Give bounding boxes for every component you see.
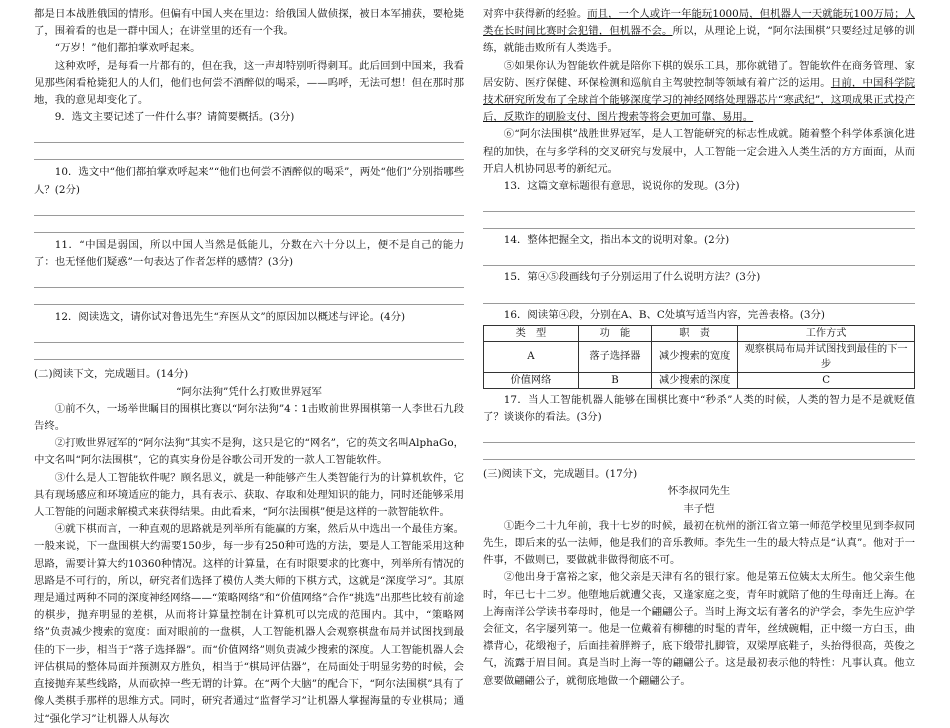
answer-table xyxy=(483,325,915,389)
table-header: 功 能 xyxy=(578,325,651,341)
article-title: 怀李叔同先生 xyxy=(667,485,731,498)
answer-line[interactable] xyxy=(483,212,915,229)
answer-line[interactable] xyxy=(483,195,915,212)
passage-paragraph: 都是日本战胜俄国的情形。但偏有中国人夹在里边：给俄国人做侦探，被日本军捕获，要枪毙了，围着看的也是一群中国人；在讲堂里的还有一个我。 xyxy=(34,8,464,38)
question-11: 11．“中国是弱国，所以中国人当然是低能儿，分数在六十分以上，便不是自己的能力了：也无怪他们疑惑”一句表达了作者怎样的感情？(3分) xyxy=(34,238,464,269)
article-text: ⑤如果你认为智能软件就是陪你下棋的娱乐工具，那你就错了。智能软件在商务管理、家居安防、医疗保健、环保检测和巡航自主驾驶控制等领域有着广泛的运用。 xyxy=(483,59,915,89)
passage-paragraph: 这种欢呼，是每看一片都有的，但在我，这一声却特别听得刺耳。此后回到中国来，我看见那些闲看枪毙犯人的人们，他们也何尝不酒醉似的喝采，——呜呼，无法可想！但在那时那地，我的意见却变化了。 xyxy=(34,59,464,107)
left-column xyxy=(34,6,464,728)
article-paragraph: ①前不久，一场举世瞩目的围棋比赛以“阿尔法狗”4∶1击败前世界围棋第一人李世石九段告终。 xyxy=(34,402,464,433)
table-header: 职 责 xyxy=(652,325,738,341)
article-paragraph: ⑥“阿尔法围棋”战胜世界冠军，是人工智能研究的标志性成就。随着整个科学体系演化进程的加快，在与多学科的交叉研究与发展中，人工智能一定会进入人类生活的方方面面，从而开启人机协同思考的新纪元。 xyxy=(483,128,915,175)
table-cell: 减少搜索的深度 xyxy=(652,372,738,388)
article-paragraph: ④就下棋而言，一种直观的思路就是列举所有能赢的方案，然后从中选出一个最佳方案。一般来说，下一盘围棋大约需要150步，每一步有250种可选的方法，要是人工智能采用这种思路，需要计算大约10360种情况。这样的计算量，在有时限要求的比赛中，列举所有情况的思路是不可行的，所以，研究者们选择了模仿人类大师的下棋方式，这就是“深度学习”。其原理是通过两种不同的深度神经网络——“策略网络”和“价值网络”合作“挑选”出那些比较有前途的棋步，抛弃明显的差棋，从而将计算量控制在计算机可以完成的范围内。其中，“策略网络”负责减少搜索的宽度：面对眼前的一盘棋，人工智能机器人会观察棋盘布局并试图找到最佳的下一步，相当于“落子选择器”。而“价值网络”则负责减少搜索的深度。人工智能机器人会评估棋局的整体局面并预测双方胜负，相当于“棋局评估器”，在局面处于明显劣势的时候，会直接抛弃某些线路，从而砍掉一些无谓的计算。在“两个大脑”的配合下，“阿尔法围棋”具有了像人类棋手那样的思维方式。同时，研究者通过“监督学习”让机器人掌握海量的专业棋局；通过“强化学习”让机器人从每次 xyxy=(34,523,464,725)
answer-line[interactable] xyxy=(483,443,915,460)
answer-line[interactable] xyxy=(34,216,464,233)
section-heading: (二)阅读下文，完成题目。(14分) xyxy=(34,368,189,381)
table-cell-blank-a[interactable]: A xyxy=(484,341,579,372)
answer-line[interactable] xyxy=(483,287,915,304)
answer-line[interactable] xyxy=(483,426,915,443)
answer-line[interactable] xyxy=(34,143,464,160)
right-column xyxy=(483,6,915,690)
answer-line[interactable] xyxy=(34,288,464,305)
article-paragraph xyxy=(483,6,915,58)
underlined-sentence: 日前，中国科学院技术研究所发布了全球首个能够深度学习的神经网络处理器芯片“寒武纪”，这项成果正式投产后，反欺诈的刷脸支付、图片搜索等将会更加可靠、易用。 xyxy=(483,76,915,124)
answer-line[interactable] xyxy=(34,326,464,343)
question-12: 12．阅读选文，请你试对鲁迅先生“弃医从文”的原因加以概述与评论。(4分) xyxy=(54,311,406,324)
article-author: 丰子恺 xyxy=(683,502,715,515)
table-cell: 价值网络 xyxy=(484,372,579,388)
table-cell-blank-b[interactable]: B xyxy=(578,372,651,388)
answer-line[interactable] xyxy=(34,271,464,288)
article-paragraph: ①距今二十九年前，我十七岁的时候，最初在杭州的浙江省立第一师范学校里见到李叔同先生，即后来的弘一法师，他是我们的音乐教师。李先生一生的最大特点是“认真”。他对于一件事，不做则已，要做就非做得彻底不可。 xyxy=(483,519,915,567)
answer-line[interactable] xyxy=(34,199,464,216)
question-16: 16．阅读第④段，分别在A、B、C处填写适当内容，完善表格。(3分) xyxy=(503,308,825,321)
table-header: 类 型 xyxy=(484,325,579,341)
passage-paragraph: “万岁！”他们都拍掌欢呼起来。 xyxy=(54,42,201,55)
article-paragraph: ②他出身于富裕之家，他父亲是天津有名的银行家。他是第五位姨太太所生。他父亲生他时，年已七十二岁。他堕地后就遭父丧，又逢家庭之变，青年时就陪了他的生母南迁上海。在上海南洋公学读书奉母时，他是一个翩翩公子。当时上海文坛有著名的沪学会，李先生应沪学会征文，名字屡列第一。他是一位戴着有柳穗的时髦的青年，丝绒碗帽，正中缀一方白玉，曲襟背心，花缎袍子，后面挂着胖辫子，底下缎带扎脚管，双梁厚底鞋子，头抬得很高，英俊之气，流露于眉目间。真是当时上海一等的翩翩公子。这是最初表示他的特性：凡事认真。他立意要做翩翩公子，就彻底地做一个翩翩公子。 xyxy=(483,571,915,687)
article-paragraph xyxy=(483,58,915,127)
question-9: 9．选文主要记述了一件什么事？请简要概括。(3分) xyxy=(54,111,295,124)
answer-line[interactable] xyxy=(34,126,464,143)
question-10: 10．选文中“他们都拍掌欢呼起来”“他们也何尝不酒醉似的喝采”，两处“他们”分别指哪些人？(2分) xyxy=(34,166,464,196)
answer-line[interactable] xyxy=(483,249,915,266)
answer-line[interactable] xyxy=(34,343,464,360)
article-text: 对弈中获得新的经验。 xyxy=(483,8,588,20)
article-title: “阿尔法狗”凭什么打败世界冠军 xyxy=(176,385,322,398)
table-cell: 观察棋局布局并试图找到最佳的下一步 xyxy=(738,341,915,372)
section-heading: (三)阅读下文，完成题目。(17分) xyxy=(483,468,638,481)
question-15: 15．第④⑤段画线句子分别运用了什么说明方法？(3分) xyxy=(503,271,761,284)
article-paragraph: ②打败世界冠军的“阿尔法狗”其实不是狗，这只是它的“网名”，它的英文名叫AlphaGo，中文名叫“阿尔法围棋”，它的真实身份是谷歌公司开发的一款人工智能软件。 xyxy=(34,437,464,467)
table-cell: 落子选择器 xyxy=(578,341,651,372)
underlined-sentence: 而且，一个人或许一年能玩1000局，但机器人一天就能玩100万局；人类在长时间比赛时会犯错，但机器不会。 xyxy=(483,8,916,38)
question-13: 13．这篇文章标题很有意思，说说你的发现。(3分) xyxy=(503,180,740,193)
article-text: 所以，从理论上说，“阿尔法围棋”只要经过足够的训练，就能击败所有人类选手。 xyxy=(483,25,916,55)
question-17: 17．当人工智能机器人能够在围棋比赛中“秒杀”人类的时候，人类的智力是不是就贬值了？谈谈你的看法。(3分) xyxy=(483,393,915,424)
table-cell: 减少搜索的宽度 xyxy=(652,341,738,372)
question-14: 14．整体把握全文，指出本文的说明对象。(2分) xyxy=(503,234,730,247)
table-cell-blank-c[interactable]: C xyxy=(738,372,915,388)
article-paragraph: ③什么是人工智能软件呢？顾名思义，就是一种能够产生人类智能行为的计算机软件，它具有现场感应和环境适应的能力，具有表示、获取、存取和处理知识的能力，同时还能够采用人工智能的问题求解模式来获得结果。由此看来，“阿尔法围棋”便是这样的一款智能软件。 xyxy=(34,471,464,519)
table-header: 工作方式 xyxy=(738,325,915,341)
